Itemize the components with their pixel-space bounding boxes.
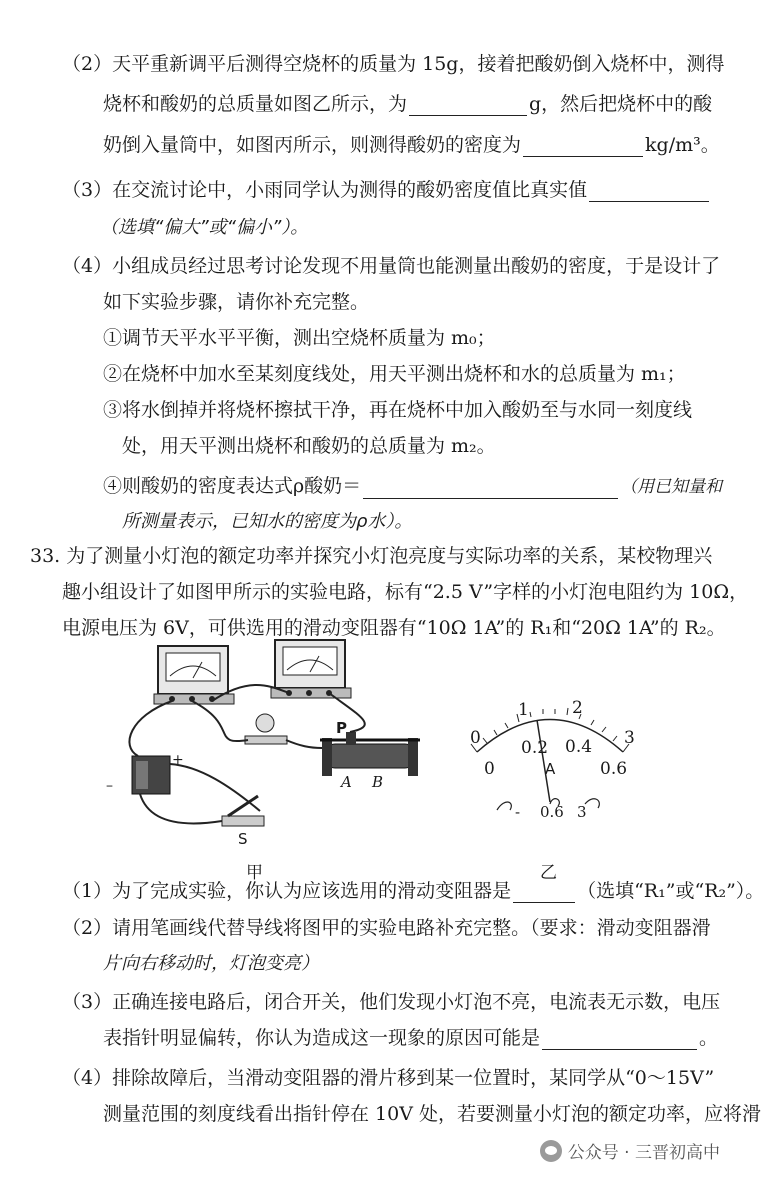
- terminal-minus-label: -: [515, 803, 521, 821]
- answer-blank-total-mass[interactable]: [409, 97, 527, 116]
- q32-step3-line1: ③将水倒掉并将烧杯擦拭干净，再在烧杯中加入酸奶至与水同一刻度线: [103, 399, 693, 421]
- q32-step2: ②在烧杯中加水至某刻度线处，用天平测出烧杯和水的总质量为 m₁；: [103, 363, 686, 385]
- circuit-figure-jia: [110, 636, 440, 851]
- q33-stem-line2: 趣小组设计了如图甲所示的实验电路，标有“2.5 V”字样的小灯泡电阻约为 10Ω，: [62, 581, 749, 603]
- answer-blank-expression[interactable]: [363, 480, 618, 499]
- answer-blank-rheostat[interactable]: [513, 884, 575, 903]
- q32-part4-line2: 如下实验步骤，请你补充完整。: [103, 291, 370, 313]
- q33-part3-line1: （3）正确连接电路后，闭合开关，他们发现小灯泡不亮，电流表无示数，电压: [62, 991, 721, 1013]
- dial-top-0: 0: [470, 728, 481, 748]
- figure-jia-caption: 甲: [246, 863, 263, 883]
- q32-step4-note: （用已知量和: [620, 477, 723, 497]
- dial-top-2: 2: [572, 698, 583, 718]
- q33-part3-line2: [103, 1026, 718, 1050]
- q32-part3-line2: （选填“偏大”或“偏小”）。: [100, 217, 309, 238]
- rheostat-label-p: P: [336, 719, 347, 737]
- terminal-3-label: 3: [577, 803, 587, 821]
- q33-stem-line1: 33. 为了测量小灯泡的额定功率并探究小灯泡亮度与实际功率的关系，某校物理兴: [30, 545, 713, 567]
- rheostat-label-a: A: [341, 773, 352, 791]
- q32-step3-line2: 处，用天平测出烧杯和酸奶的总质量为 m₂。: [122, 435, 496, 457]
- dial-bottom-06: 0.6: [600, 759, 628, 779]
- watermark-text: 公众号 · 三晋初高中: [567, 1143, 720, 1163]
- switch-device: [222, 796, 264, 826]
- q33-part1-note: （选填“R₁”或“R₂”）。: [577, 880, 764, 902]
- q32-step1: ①调节天平水平平衡，测出空烧杯质量为 m₀；: [103, 327, 496, 349]
- q32-part3-line1: [62, 178, 711, 202]
- dial-unit: A: [545, 760, 556, 778]
- q32-part2-text-b: g，然后把烧杯中的酸: [529, 93, 713, 115]
- dial-bottom-02: 0.2: [521, 738, 549, 758]
- q32-part4-line1: （4）小组成员经过思考讨论发现不用量筒也能测量出酸奶的密度，于是设计了: [62, 255, 721, 277]
- terminal-06-label: 0.6: [540, 803, 564, 821]
- switch-label-s: S: [238, 830, 248, 848]
- q32-part3-text: （3）在交流讨论中，小雨同学认为测得的酸奶密度值比真实值: [62, 179, 588, 201]
- q33-part1-text: （1）为了完成实验，你认为应该选用的滑动变阻器是: [62, 880, 512, 902]
- q32-part2-unit: kg/m³。: [645, 134, 720, 156]
- q32-step4-text: ④则酸奶的密度表达式ρ酸奶＝: [103, 475, 362, 497]
- battery-plus-label: +: [172, 752, 184, 768]
- q32-part2-text-a: 烧杯和酸奶的总质量如图乙所示，为: [103, 93, 408, 115]
- q32-step4-line2: 所测量表示，已知水的密度为ρ水）。: [122, 511, 413, 532]
- q33-part1-line: [62, 879, 764, 903]
- q33-part4-line1: （4）排除故障后，当滑动变阻器的滑片移到某一位置时，某同学从“0～15V”: [62, 1067, 715, 1089]
- dial-top-1: 1: [518, 700, 529, 720]
- dial-ticks: [471, 708, 629, 752]
- figure-yi-caption: 乙: [540, 863, 557, 883]
- answer-blank-density[interactable]: [523, 138, 643, 157]
- battery-minus-label: –: [106, 778, 113, 794]
- q33-part3-end: 。: [699, 1027, 719, 1049]
- voltmeter-device: [271, 640, 351, 698]
- q33-stem-line3: 电源电压为 6V，可供选用的滑动变阻器有“10Ω 1A”的 R₁和“20Ω 1A”的 R₂。: [62, 617, 726, 639]
- q33-part3-text: 表指针明显偏转，你认为造成这一现象的原因可能是: [103, 1027, 541, 1049]
- q32-part2-line2: [103, 92, 712, 116]
- wechat-icon: [540, 1140, 562, 1162]
- answer-blank-bias[interactable]: [589, 183, 709, 202]
- battery-device: [132, 756, 170, 794]
- q32-part2-text-c: 奶倒入量筒中，如图丙所示，则测得酸奶的密度为: [103, 134, 522, 156]
- dial-bottom-0: 0: [484, 759, 495, 779]
- q32-part2-line1: （2）天平重新调平后测得空烧杯的质量为 15g，接着把酸奶倒入烧杯中，测得: [62, 53, 725, 75]
- dial-top-3: 3: [624, 728, 635, 748]
- rheostat-label-b: B: [372, 773, 384, 791]
- bulb-device: [245, 714, 287, 744]
- watermark: [540, 1138, 720, 1163]
- q32-step4-line1: [103, 474, 722, 499]
- q33-part4-line2: 测量范围的刻度线看出指针停在 10V 处，若要测量小灯泡的额定功率，应将滑: [103, 1103, 761, 1125]
- dial-arc: [477, 720, 623, 753]
- answer-blank-fault-cause[interactable]: [542, 1031, 697, 1050]
- q32-part2-line3: [103, 133, 720, 157]
- q33-part2-line1: （2）请用笔画线代替导线将图甲的实验电路补充完整。（要求：滑动变阻器滑: [62, 917, 711, 939]
- q33-part2-line2: 片向右移动时，灯泡变亮）: [103, 953, 319, 974]
- rheostat-device: [320, 732, 420, 776]
- dial-bottom-04: 0.4: [565, 737, 593, 757]
